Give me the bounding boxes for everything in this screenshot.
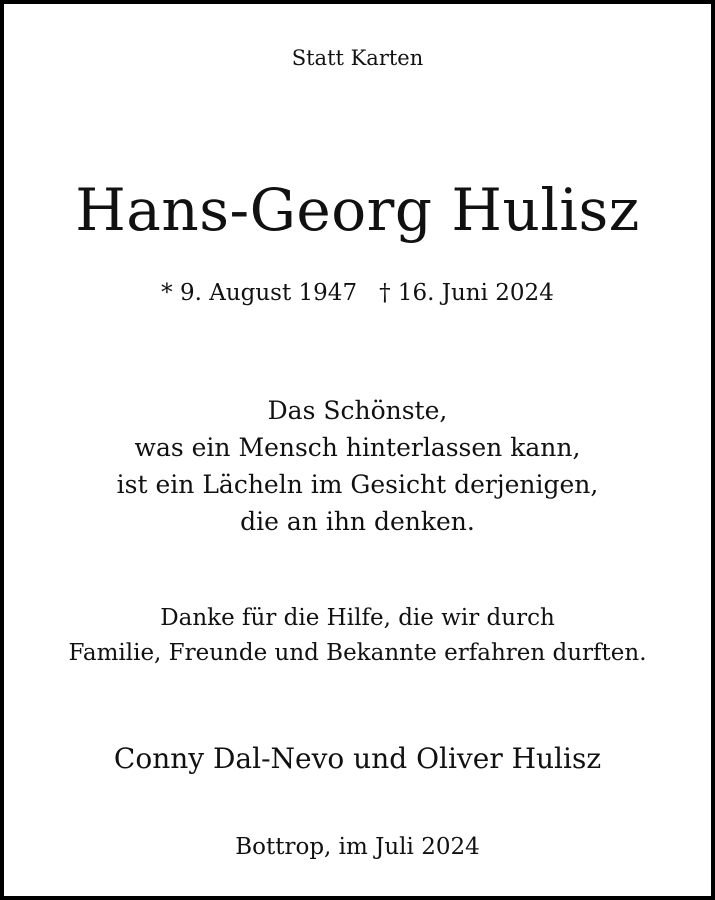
quote-line: Das Schönste, [267, 396, 448, 425]
place-and-date: Bottrop, im Juli 2024 [235, 834, 480, 860]
life-dates [4, 280, 711, 306]
birth-date: * 9. August 1947 [161, 280, 358, 306]
deceased-name: Hans-Georg Hulisz [75, 176, 640, 244]
signers: Conny Dal-Nevo und Oliver Hulisz [113, 742, 602, 775]
thanks-line: Familie, Freunde und Bekannte erfahren durften. [68, 640, 647, 666]
memorial-quote [4, 392, 711, 540]
death-date: † 16. Juni 2024 [379, 280, 554, 306]
thanks-text [4, 601, 711, 671]
quote-line: ist ein Lächeln im Gesicht derjenigen, [116, 470, 599, 499]
quote-line: die an ihn denken. [240, 507, 475, 536]
header-note: Statt Karten [291, 46, 424, 70]
thanks-line: Danke für die Hilfe, die wir durch [160, 605, 555, 631]
quote-line: was ein Mensch hinterlassen kann, [134, 433, 581, 462]
